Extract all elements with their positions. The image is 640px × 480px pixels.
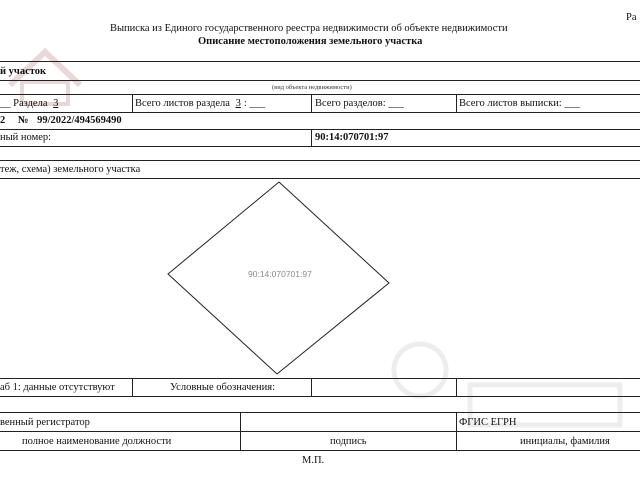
cadastral-number-value: 90:14:070701:97 (315, 132, 389, 143)
legend-label: Условные обозначения: (170, 382, 276, 393)
caption-name: инициалы, фамилия (520, 436, 610, 447)
rule-signature-mid (0, 431, 640, 432)
extract-sheets-total: Всего листов выписки: ___ (459, 98, 581, 109)
caption-signature: подпись (330, 436, 367, 447)
col-divider-sheets-2 (311, 94, 312, 112)
rule-object (0, 80, 640, 81)
section-sheets-total-cell (135, 98, 265, 109)
rule-signature-bottom (0, 450, 640, 451)
document-subtitle: Описание местоположения земельного участка (198, 36, 423, 47)
col-divider-scale-1 (132, 378, 133, 396)
registrar-organization: ФГИС ЕГРН (459, 417, 517, 428)
rule-scale (0, 396, 640, 397)
document-title: Выписка из Единого государственного реестра недвижимости об объекте недвижимости (110, 23, 508, 34)
rule-plan-bottom (0, 378, 640, 379)
col-divider-scale-3 (456, 378, 457, 396)
plan-scale: аб 1: данные отсутствуют (0, 382, 115, 393)
section-sheet-cell (0, 98, 61, 109)
col-divider-cadastral (311, 129, 312, 146)
rule-plan-label-top (0, 160, 640, 161)
section-sheets-total-label: Всего листов раздела (135, 98, 230, 109)
col-divider-sheets-3 (456, 94, 457, 112)
rule-cadastral (0, 146, 640, 147)
seal-mark: М.П. (302, 455, 325, 466)
extract-number (0, 115, 122, 126)
rule-object-sub (0, 94, 640, 95)
extract-number-left: 2 (0, 115, 6, 126)
rule-number (0, 129, 640, 130)
watermark-pattern (380, 330, 640, 450)
rule-sheets (0, 112, 640, 113)
page-corner-label: Ра (626, 12, 637, 23)
col-divider-sign-2 (456, 412, 457, 450)
col-divider-sheets-1 (132, 94, 133, 112)
watermark-shape-icon (380, 330, 640, 450)
cadastral-number-label: ный номер: (0, 132, 52, 143)
extract-number-value: 99/2022/494569490 (37, 115, 122, 126)
rule-signature-top (0, 412, 640, 413)
object-type: й участок (0, 66, 47, 77)
section-number: 3 (53, 98, 59, 109)
section-sheets-total-value: 3 (235, 98, 241, 109)
rule-top (0, 61, 640, 62)
col-divider-sign-1 (240, 412, 241, 450)
registrar-position: венный регистратор (0, 417, 90, 428)
sections-total: Всего разделов: ___ (315, 98, 404, 109)
section-sheet-label: __ Раздела (0, 98, 48, 109)
parcel-label: 90:14:070701:97 (248, 269, 312, 279)
caption-position: полное наименование должности (22, 436, 172, 447)
plan-caption: теж, схема) земельного участка (0, 164, 141, 175)
object-type-caption: (вид объекта недвижимости) (272, 84, 352, 91)
number-sign: № (17, 115, 29, 126)
col-divider-scale-2 (311, 378, 312, 396)
section-sheets-total-suffix: : ___ (243, 98, 266, 109)
